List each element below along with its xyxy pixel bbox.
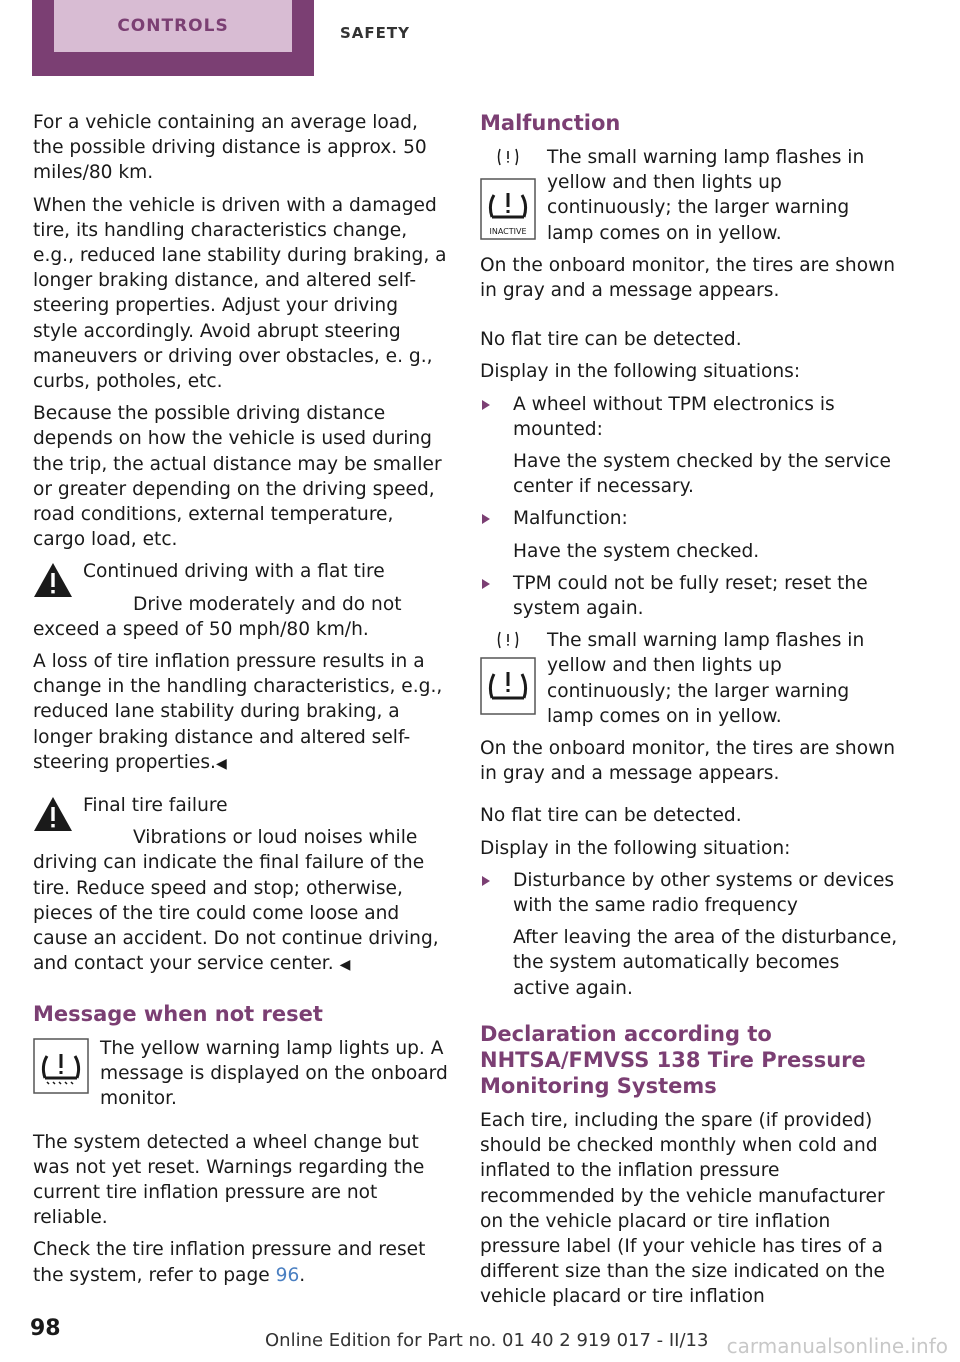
indicator-text: The yellow warning lamp lights up. A message is displayed on the onboard monitor. (100, 1037, 448, 1109)
paragraph: For a vehicle containing an average load, the possible driving distance is approx. 50 miles/80 km. (33, 112, 427, 184)
tire-pressure-warning-icon (33, 1038, 89, 1094)
paragraph: On the onboard monitor, the tires are shown in gray and a message appears. (480, 738, 896, 785)
situation-list (480, 392, 900, 622)
indicator-malfunction-2 (480, 628, 900, 729)
paragraph: Each tire, including the spare (if provided) should be checked monthly when cold and inflated to the inflation pressure recommended by the vehicle manufacturer on the vehicle placard or tire inflation pressure label (If your vehicle has tires of a different size than the size indicated on the vehicle placard or tire inflation (480, 1109, 885, 1308)
bullet-triangle-icon (482, 400, 490, 410)
indicator-not-reset (33, 1036, 448, 1116)
watermark: carmanualsonline.info (726, 1334, 948, 1358)
situation-list (480, 868, 900, 1001)
paragraph: The system detected a wheel change but was not yet reset. Warnings regarding the current tire inflation pressure are not reliable. (33, 1131, 425, 1229)
warning-block-tire-failure (33, 793, 448, 978)
chapter-tab-controls-label: CONTROLS (54, 0, 292, 52)
list-item: A wheel without TPM electronics is mounted: Have the system checked by the service center if necessary. (480, 392, 900, 500)
heading-declaration: Declaration according to NHTSA/FMVSS 138 Tire Pressure Monitoring Systems (480, 1021, 866, 1098)
indicator-text: The small warning lamp flashes in yellow and then lights up continuously; the larger warning lamp comes on in yellow. (547, 630, 865, 727)
svg-text:INACTIVE: INACTIVE (489, 227, 527, 236)
warning-title: Continued driving with a flat tire (83, 561, 385, 583)
indicator-text: The small warning lamp flashes in yellow and then lights up continuously; the larger warning lamp comes on in yellow. (547, 147, 865, 244)
tire-pressure-warning-icon (480, 628, 536, 718)
section-tab-safety: SAFETY (340, 24, 410, 42)
right-column (480, 110, 900, 1317)
chapter-tab-controls (32, 0, 314, 76)
paragraph: Because the possible driving distance depends on how the vehicle is used during the trip, the actual distance may be smaller or greater depending on the driving speed, road conditions, external temperature, cargo load, etc. (33, 403, 442, 551)
page-number: 98 (30, 1316, 61, 1341)
warning-block-flat-tire (33, 559, 448, 642)
warning-body: Drive moderately and do not exceed a speed of 50 mph/80 km/h. (33, 593, 402, 640)
paragraph: Display in the following situations: (480, 361, 801, 383)
paragraph: No flat tire can be detected. (480, 805, 742, 827)
bullet-triangle-icon (482, 876, 490, 886)
left-column (33, 110, 448, 1295)
list-item: TPM could not be fully reset; reset the system again. (480, 571, 900, 621)
warning-triangle-icon (33, 795, 73, 833)
warning-title: Final tire failure (83, 795, 228, 817)
paragraph: Check the tire inflation pressure and reset the system, refer to page 96. (33, 1239, 426, 1286)
paragraph: A loss of tire inflation pressure results in a change in the handling characteristics, e.g., reduced lane stability during braking, a longer braking distance and altered self-steering properties.◀ (33, 651, 443, 773)
warning-triangle-icon (33, 561, 73, 599)
paragraph: Display in the following situation: (480, 837, 791, 859)
list-item: Malfunction: Have the system checked. (480, 506, 900, 563)
list-item: Disturbance by other systems or devices with the same radio frequency After leaving the area of the disturbance, the system automatically becomes active again. (480, 868, 900, 1001)
end-mark: ◀ (339, 957, 351, 974)
tire-pressure-inactive-icon (480, 145, 536, 241)
bullet-triangle-icon (482, 514, 490, 524)
paragraph: When the vehicle is driven with a damaged tire, its handling characteristics change, e.g., reduced lane stability during braking, a longer braking distance, and altered self-steering properties. Adjust your driving style accordingly. Avoid abrupt steering maneuvers or driving over obstacles, e. g., curbs, potholes, etc. (33, 194, 447, 393)
paragraph: No flat tire can be detected. (480, 329, 742, 351)
edition-line: Online Edition for Part no. 01 40 2 919 017 - II/13 (265, 1330, 709, 1351)
paragraph: On the onboard monitor, the tires are shown in gray and a message appears. (480, 254, 896, 302)
warning-body: Vibrations or loud noises while driving can indicate the final failure of the tire. Reduce speed and stop; otherwise, pieces of the tire could come loose and cause an accident. Do not continue driving, and contact your service center. ◀ (33, 827, 439, 975)
bullet-triangle-icon (482, 579, 490, 589)
indicator-malfunction (480, 145, 900, 246)
heading-malfunction: Malfunction (480, 111, 621, 135)
page-reference-link[interactable]: 96 (275, 1264, 300, 1286)
end-mark: ◀ (215, 755, 227, 772)
heading-message-not-reset: Message when not reset (33, 1001, 323, 1026)
